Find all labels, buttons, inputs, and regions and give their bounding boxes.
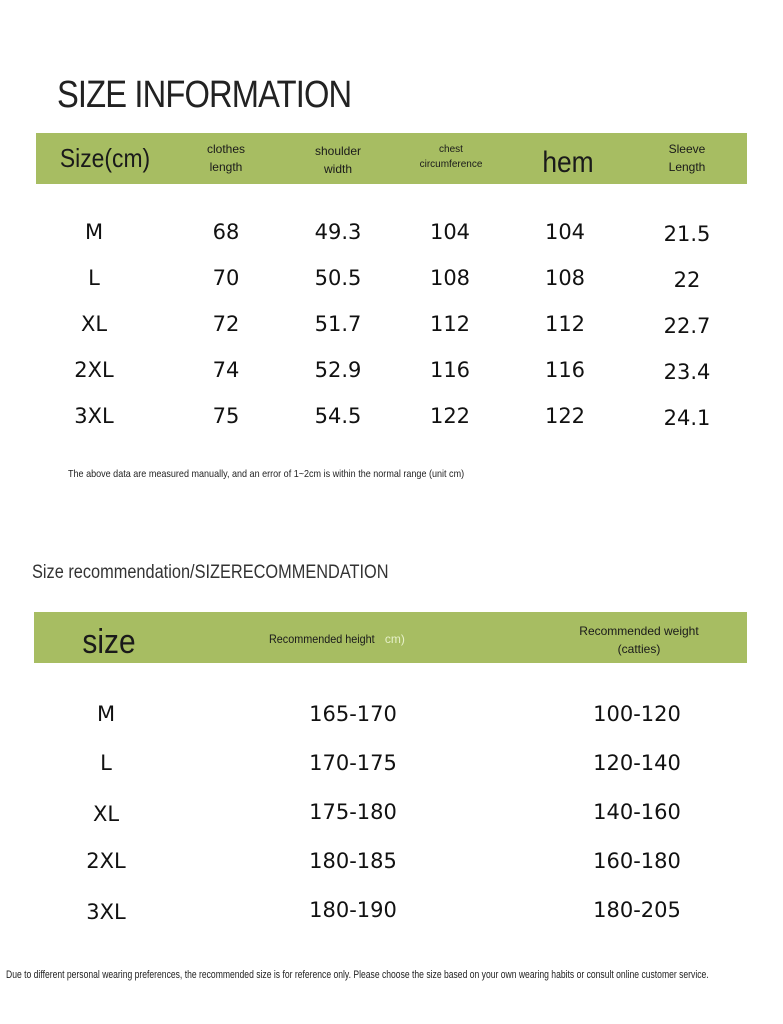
cell-chest: 112 [429, 312, 471, 336]
table-row [0, 404, 783, 432]
cell-shoulder: 54.5 [314, 404, 362, 428]
cell-height: 175-180 [309, 800, 397, 824]
cell-sleeve: 21.5 [663, 222, 711, 246]
cell-size: M [96, 702, 116, 726]
recommendation-table-header [34, 612, 747, 663]
cell-hem: 112 [544, 312, 586, 336]
cell-hem: 122 [544, 404, 586, 428]
cell-length: 72 [212, 312, 240, 336]
cell-shoulder: 51.7 [314, 312, 362, 336]
cell-hem: 116 [544, 358, 586, 382]
cell-shoulder: 49.3 [314, 220, 362, 244]
cell-size: M [84, 220, 104, 244]
table-row [0, 702, 783, 730]
page-title: SIZE INFORMATION [57, 74, 352, 116]
cell-weight: 180-205 [593, 898, 681, 922]
footer-disclaimer: Due to different personal wearing preferences, the recommended size is for reference only. Please choose the size based on your own wearing habits or consult online customer service. [6, 969, 709, 981]
header-shoulder-width: shoulder width [314, 144, 362, 176]
cell-size: XL [92, 802, 120, 826]
header-chest-circumference: chest circumference [419, 144, 483, 170]
cell-shoulder: 52.9 [314, 358, 362, 382]
cell-weight: 160-180 [593, 849, 681, 873]
table-row [0, 800, 783, 828]
table-row [0, 358, 783, 386]
cell-sleeve: 24.1 [663, 406, 711, 430]
table-row [0, 751, 783, 779]
table-row [0, 266, 783, 294]
header-recommended-weight: Recommended weight (catties) [579, 624, 699, 656]
cell-height: 170-175 [309, 751, 397, 775]
cell-chest: 116 [429, 358, 471, 382]
cell-length: 70 [212, 266, 240, 290]
cell-shoulder: 50.5 [314, 266, 362, 290]
table-row [0, 898, 783, 926]
cell-hem: 108 [544, 266, 586, 290]
header-size: size [82, 623, 136, 661]
measurement-note: The above data are measured manually, and an error of 1~2cm is within the normal range (unit cm) [68, 468, 465, 480]
cell-size: XL [80, 312, 108, 336]
cell-size: 2XL [86, 849, 126, 873]
header-clothes-length: clothes length [206, 142, 246, 174]
cell-size: 2XL [74, 358, 114, 382]
cell-height: 180-185 [309, 849, 397, 873]
cell-height: 180-190 [309, 898, 397, 922]
height-unit-label: cm) [384, 632, 405, 646]
header-size: Size(cm) [59, 143, 151, 173]
header-sleeve-length: Sleeve Length [668, 142, 706, 174]
cell-size: L [100, 751, 112, 775]
cell-weight: 140-160 [593, 800, 681, 824]
cell-sleeve: 22 [673, 268, 701, 292]
cell-size: 3XL [86, 900, 126, 924]
cell-size: L [88, 266, 100, 290]
cell-sleeve: 22.7 [663, 314, 711, 338]
size-table-header [36, 133, 747, 184]
header-recommended-height: Recommended height cm) [269, 632, 405, 646]
cell-hem: 104 [544, 220, 586, 244]
cell-length: 74 [212, 358, 240, 382]
cell-size: 3XL [74, 404, 114, 428]
cell-sleeve: 23.4 [663, 360, 711, 384]
header-hem: hem [542, 146, 594, 179]
table-row [0, 849, 783, 877]
cell-length: 68 [212, 220, 240, 244]
cell-chest: 108 [429, 266, 471, 290]
cell-chest: 104 [429, 220, 471, 244]
cell-length: 75 [212, 404, 240, 428]
cell-weight: 120-140 [593, 751, 681, 775]
table-row [0, 220, 783, 248]
recommendation-title: Size recommendation/SIZERECOMMENDATION [32, 562, 389, 583]
table-row [0, 312, 783, 340]
cell-chest: 122 [429, 404, 471, 428]
cell-height: 165-170 [309, 702, 397, 726]
cell-weight: 100-120 [593, 702, 681, 726]
